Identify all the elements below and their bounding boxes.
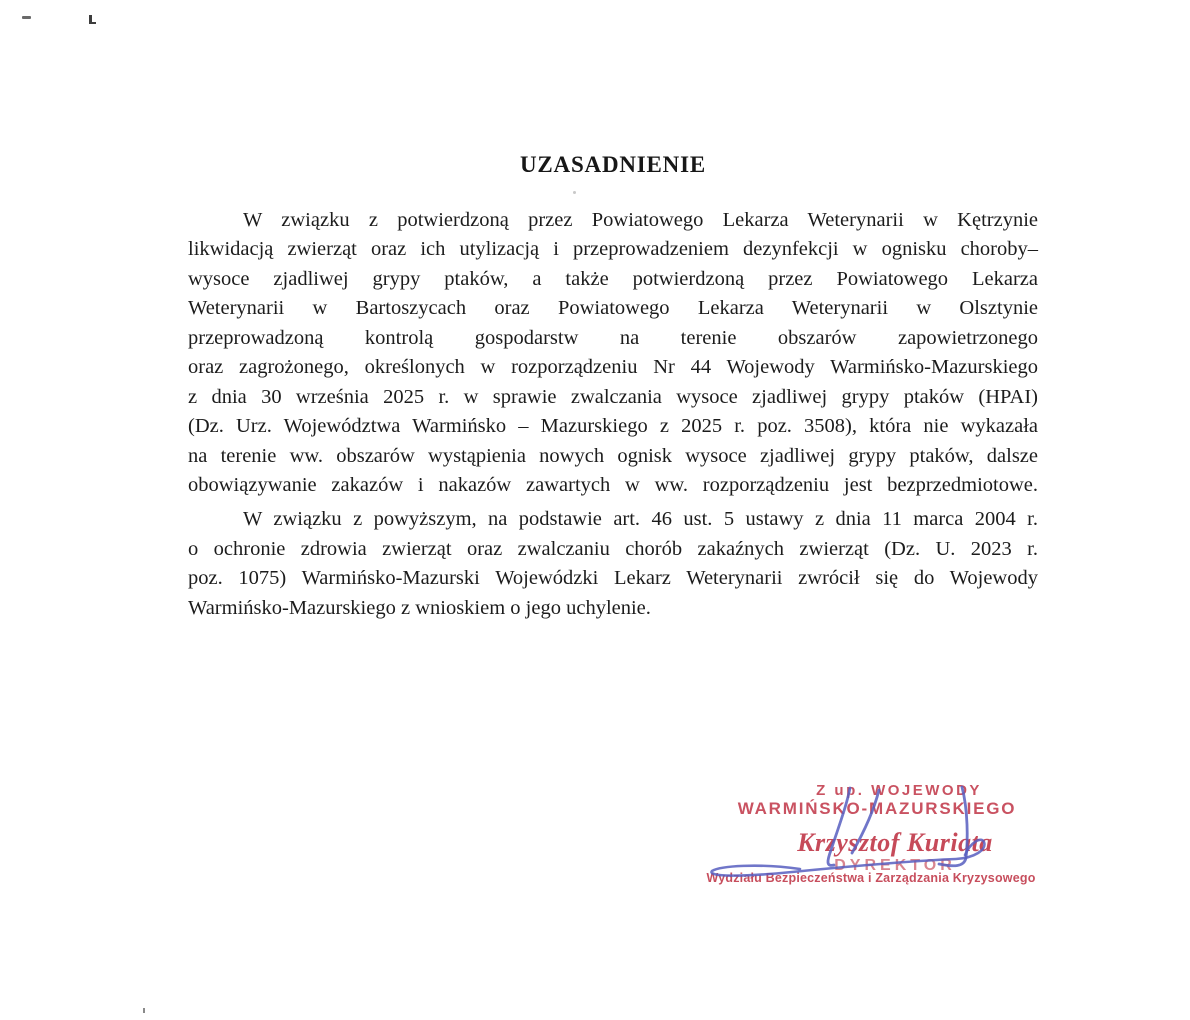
- document-title: UZASADNIENIE: [520, 152, 706, 177]
- stamp-authority-line1: Z up. WOJEWODY: [816, 782, 982, 799]
- body-line: wysoce zjadliwej grypy ptaków, a także potwierdzoną przez Powiatowego Lekarza: [188, 267, 1038, 290]
- body-line: poz. 1075) Warmińsko-Mazurski Wojewódzki Lekarz Weterynarii zwrócił się do Wojewody: [188, 567, 1038, 590]
- body-line: o ochronie zdrowia zwierząt oraz zwalczaniu chorób zakaźnych zwierząt (Dz. U. 2023 r.: [188, 537, 1038, 560]
- body-line: przeprowadzoną kontrolą gospodarstw na terenie obszarów zapowietrzonego: [188, 326, 1038, 349]
- scan-artifact-dot: [143, 1008, 145, 1013]
- stamp-signer-name: Krzysztof Kuriata: [797, 828, 993, 857]
- body-line: na terenie ww. obszarów wystąpienia nowych ognisk wysoce zjadliwej grypy ptaków, dalsze: [188, 444, 1038, 467]
- paragraph-2: [188, 505, 1038, 623]
- handwritten-signature-icon: [700, 770, 1030, 905]
- body-line: W związku z potwierdzoną przez Powiatowego Lekarza Weterynarii w Kętrzynie: [243, 209, 1038, 231]
- scan-artifact-mark: [89, 15, 92, 24]
- document-body: [188, 206, 1038, 623]
- body-line: Weterynarii w Bartoszycach oraz Powiatowego Lekarza Weterynarii w Olsztynie: [188, 297, 1038, 320]
- body-line: z dnia 30 września 2025 r. w sprawie zwalczania wysoce zjadliwej grypy ptaków (HPAI): [188, 385, 1038, 408]
- body-line: W związku z powyższym, na podstawie art. 46 ust. 5 ustawy z dnia 11 marca 2004 r.: [243, 508, 1038, 531]
- stamp-authority-line2: WARMIŃSKO-MAZURSKIEGO: [737, 799, 1017, 818]
- body-line: oraz zagrożonego, określonych w rozporządzeniu Nr 44 Wojewody Warmińsko-Mazurskiego: [188, 356, 1038, 379]
- stamp-department: Wydziału Bezpieczeństwa i Zarządzania Kryzysowego: [706, 871, 1036, 885]
- paragraph-1: [188, 206, 1038, 500]
- body-line: likwidacją zwierząt oraz ich utylizacją i przeprowadzeniem dezynfekcji w ognisku choroby–: [188, 238, 1038, 261]
- official-stamp: [700, 770, 1036, 905]
- body-line: Warmińsko-Mazurskiego z wnioskiem o jego uchylenie.: [188, 596, 651, 619]
- stamp-signer-title: DYREKTOR: [834, 857, 956, 874]
- scan-artifact-dash: [22, 16, 31, 19]
- body-line: (Dz. Urz. Województwa Warmińsko – Mazurskiego z 2025 r. poz. 3508), która nie wykazała: [188, 415, 1038, 438]
- body-line: obowiązywanie zakazów i nakazów zawartych w ww. rozporządzeniu jest bezprzedmiotowe.: [188, 473, 1038, 496]
- scan-artifact-dot: [573, 191, 576, 194]
